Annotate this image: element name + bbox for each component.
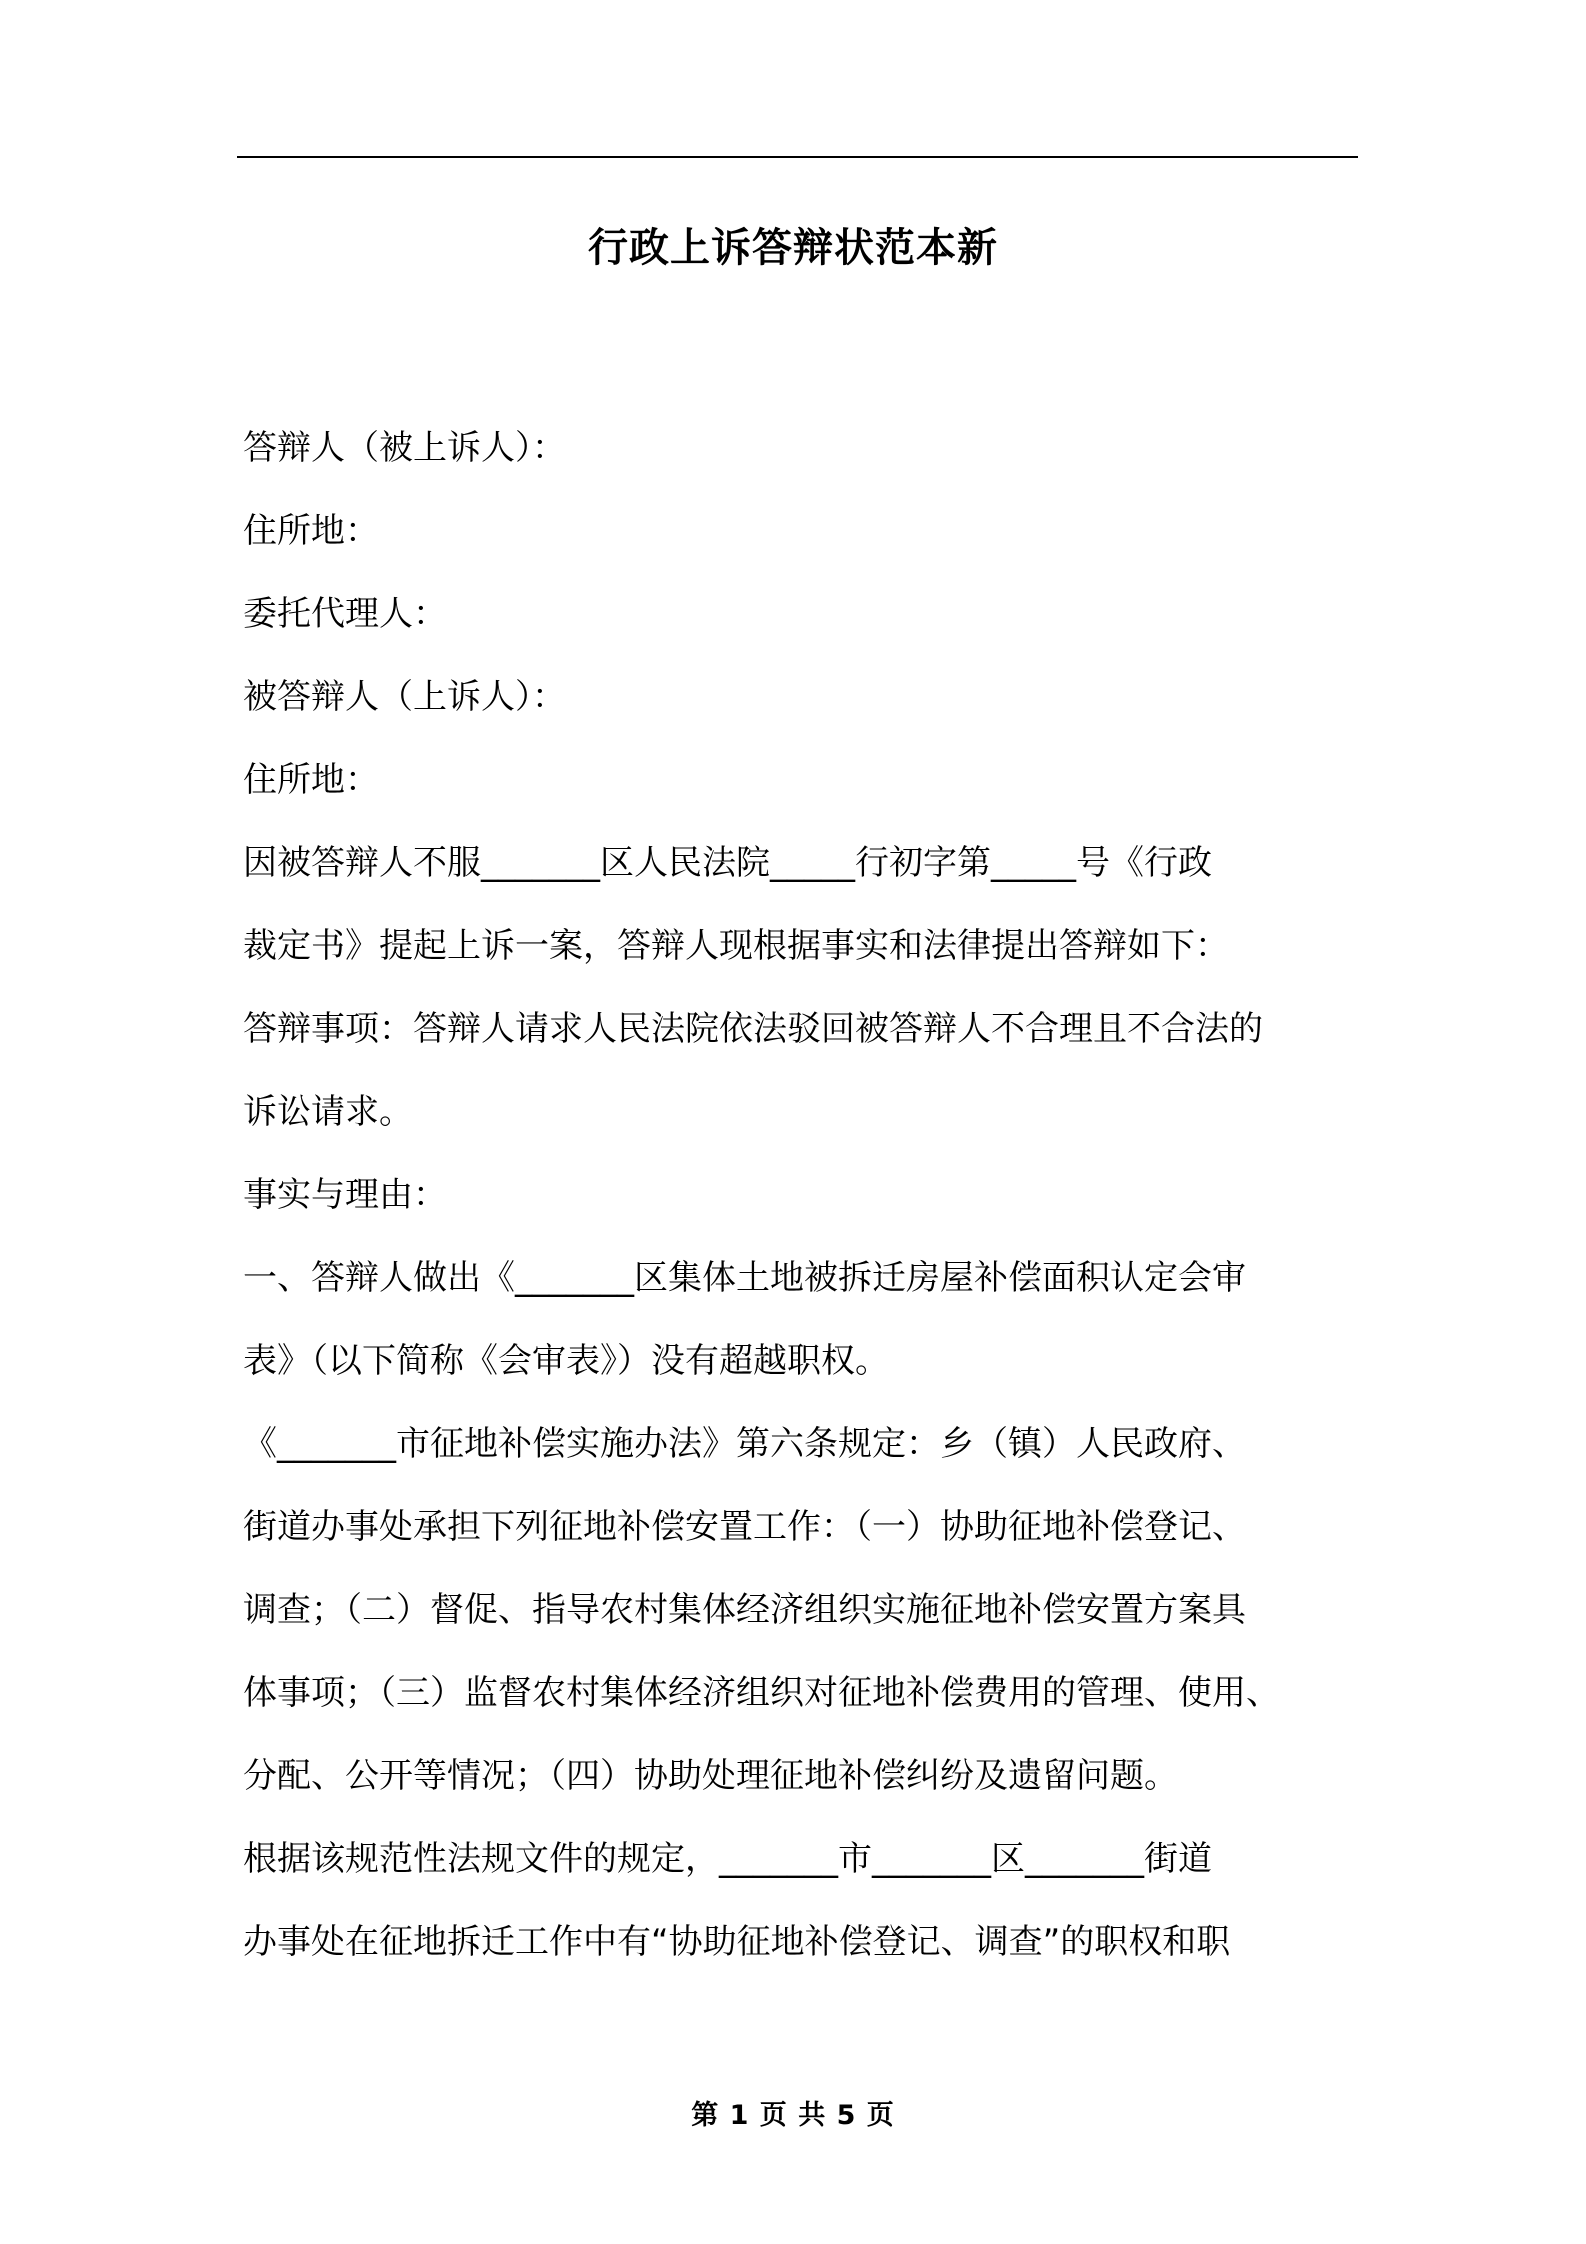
text-line: 一、答辩人做出《_______区集体土地被拆迁房屋补偿面积认定会审 <box>243 1258 1246 1298</box>
text-line: 体事项；（三）监督农村集体经济组织对征地补偿费用的管理、使用、 <box>243 1673 1280 1713</box>
text-line: 被答辩人（上诉人）： <box>243 677 566 717</box>
page-number: 第 1 页 共 5 页 <box>691 2100 895 2131</box>
text-line: 答辩事项：答辩人请求人民法院依法驳回被答辩人不合理且不合法的 <box>243 1009 1263 1049</box>
text-line: 调查；（二）督促、指导农村集体经济组织实施征地补偿安置方案具 <box>243 1590 1246 1630</box>
text-line: 街道办事处承担下列征地补偿安置工作：（一）协助征地补偿登记、 <box>243 1507 1246 1547</box>
text-line: 表》（以下简称《会审表》）没有超越职权。 <box>243 1341 889 1381</box>
text-line: 根据该规范性法规文件的规定，_______市_______区_______街道 <box>243 1839 1212 1879</box>
document-title: 行政上诉答辩状范本新 <box>588 225 998 271</box>
document-body <box>243 407 1393 1984</box>
text-line: 住所地： <box>243 511 379 551</box>
header-rule <box>237 156 1358 158</box>
text-line: 裁定书》提起上诉一案，答辩人现根据事实和法律提出答辩如下： <box>243 926 1229 966</box>
text-line: 事实与理由： <box>243 1175 447 1215</box>
text-line: 分配、公开等情况；（四）协助处理征地补偿纠纷及遗留问题。 <box>243 1756 1178 1796</box>
text-line: 因被答辩人不服_______区人民法院_____行初字第_____号《行政 <box>243 843 1212 883</box>
text-line: 委托代理人： <box>243 594 447 634</box>
text-line: 答辩人（被上诉人）： <box>243 428 566 468</box>
text-line: 住所地： <box>243 760 379 800</box>
text-line: 《_______市征地补偿实施办法》第六条规定：乡（镇）人民政府、 <box>243 1424 1246 1464</box>
text-line: 诉讼请求。 <box>243 1092 413 1132</box>
text-line: 办事处在征地拆迁工作中有“协助征地补偿登记、调查”的职权和职 <box>243 1922 1231 1962</box>
